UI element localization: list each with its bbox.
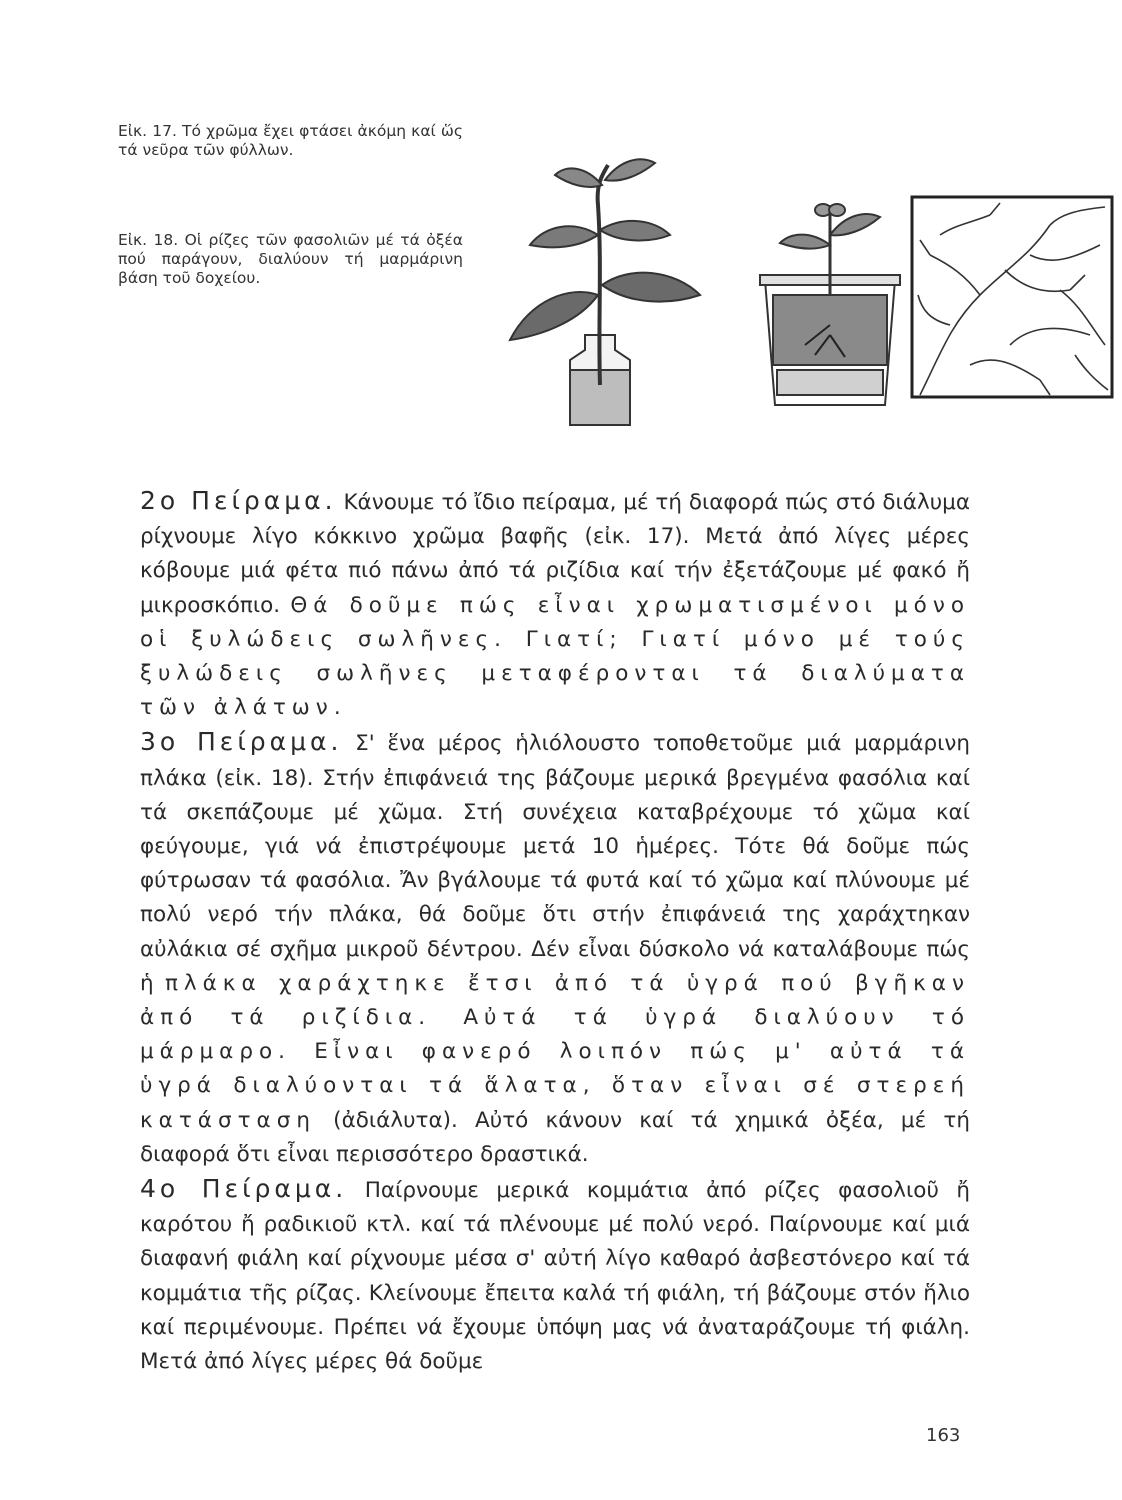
experiment-3-heading: 3ο Πείραμα. [140, 727, 343, 757]
experiment-3-paragraph [140, 725, 970, 1172]
experiment-2-text: Κάνουμε τό ἴδιο πείραμα, μέ τή διαφορά πώς στό διάλυμα ρίχνουμε λίγο κόκκινο χρῶμα βαφῆς (εἰκ. 17). Μετά ἀπό λίγες μέρες κόβουμε μιά φέτα πιό πάνω ἀπό τά ριζίδια καί τήν ἐξετάζουμε μέ φακό ἤ μικροσκόπιο. [140, 490, 970, 618]
figures-area [460, 120, 1122, 440]
experiment-3-text: Σ' ἕνα μέρος ἡλιόλουστο τοποθετοῦμε μιά μαρμάρινη πλάκα (εἰκ. 18). Στήν ἐπιφάνειά της βάζουμε μερικά βρεγμένα φασόλια καί τά σκεπάζουμε μέ χῶμα. Στή συνέχεια καταβρέχουμε τό χῶμα καί φεύγουμε, γιά νά ἐπιστρέψουμε μετά 10 ἡμέρες. Τότε θά δοῦμε πώς φύτρωσαν τά φασόλια. Ἄν βγάλουμε τά φυτά καί τό χῶμα καί πλύνουμε μέ πολύ νερό τήν πλάκα, θά δοῦμε ὅτι στήν ἐπιφάνειά της χαράχτηκαν αὐλάκια σέ σχῆμα μικροῦ δέντρου. Δέν εἶναι δύσκολο νά καταλάβουμε πώς ἡ [140, 731, 970, 996]
experiment-2-heading: 2ο Πείραμα. [140, 486, 337, 515]
figure-18-caption: Εἰκ. 18. Οἱ ρίζες τῶν φασολιῶν μέ τά ὀξέα πού παράγουν, διαλύουν τή μαρμάρινη βάση τοῦ δοχείου. [118, 231, 463, 287]
body-text [140, 484, 970, 1379]
experiment-3-text-end: (ἀδιάλυτα). Αὐτό κάνουν καί τά χημικά ὀξέα, μέ τή διαφορά ὅτι εἶναι περισσότερο δραστικά. [140, 1107, 970, 1167]
etched-marble-illustration [910, 195, 1120, 405]
plant-in-bottle-illustration [490, 135, 740, 440]
experiment-2-emphasis: Θά δοῦμε πώς εἶναι χρωματισμένοι μόνο οἱ ξυλώδεις σωλῆνες. Γιατί; Γιατί μόνο μέ τούς ξυλώδεις σωλῆνες μεταφέρονται τά διαλύματα τῶν ἀλάτων. [140, 592, 970, 721]
experiment-3-emphasis: πλάκα χαράχτηκε ἔτσι ἀπό τά ὑγρά πού βγῆκαν ἀπό τά ριζίδια. Αὐτά τά ὑγρά διαλύουν τό μάρμαρο. Εἶναι φανερό λοιπόν πώς μ' αὐτά τά ὑγρά διαλύονται τά ἅλατα, ὅταν εἶναι σέ στερεή κατάσταση [140, 970, 970, 1133]
pot-with-plant-illustration [745, 185, 915, 430]
page-number: 163 [926, 1425, 961, 1446]
experiment-4-text: Παίρνουμε μερικά κομμάτια ἀπό ρίζες φασολιοῦ ἤ καρότου ἤ ραδικιοῦ κτλ. καί τά πλένουμε μέ πολύ νερό. Παίρνουμε καί μιά διαφανή φιάλη καί ρίχνουμε μέσα σ' αὐτή λίγο καθαρό ἀσβεστόνερο καί τά κομμάτια τῆς ρίζας. Κλείνουμε ἔπειτα καλά τή φιάλη, τή βάζουμε στόν ἥλιο καί περιμένουμε. Πρέπει νά ἔχουμε ὑπόψη μας νά ἀναταράζουμε τή φιάλη. Μετά ἀπό λίγες μέρες θά δοῦμε [140, 1178, 970, 1375]
experiment-2-paragraph [140, 484, 970, 725]
figure-17-caption: Εἰκ. 17. Τό χρῶμα ἔχει φτάσει ἀκόμη καί ὥς τά νεῦρα τῶν φύλλων. [118, 122, 463, 159]
experiment-4-heading: 4ο Πείραμα. [140, 1174, 348, 1204]
experiment-4-paragraph [140, 1172, 970, 1379]
